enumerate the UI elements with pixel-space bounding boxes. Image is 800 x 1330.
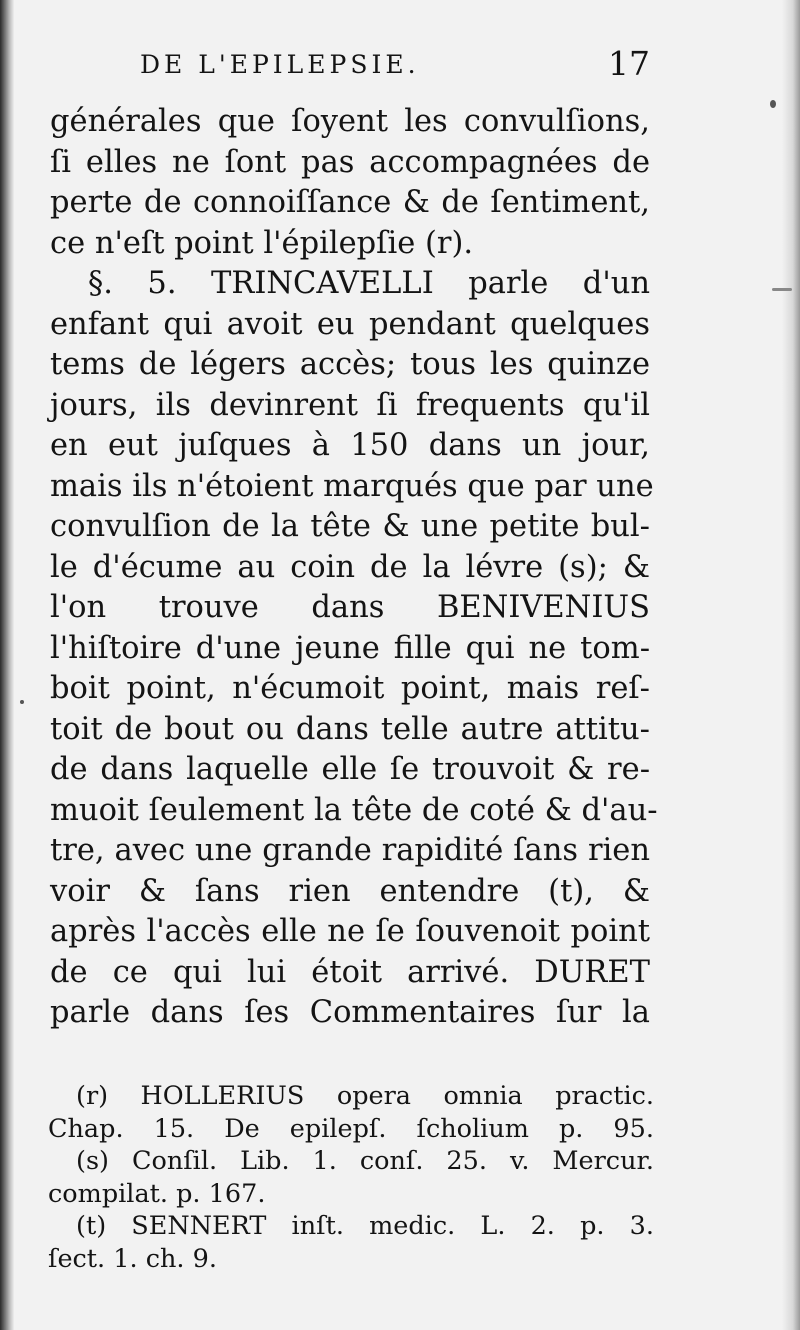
text-line: mais ils n'étoient marqués que par une xyxy=(50,468,654,504)
text-line: tre, avec une grande rapidité ſans rien xyxy=(50,833,650,868)
footnote-line: (r) HOLLERIUS opera omnia practic. xyxy=(76,1081,654,1111)
text-line: le d'écume au coin de la lévre (s); & xyxy=(50,549,650,585)
body-text xyxy=(50,102,658,1034)
page-number: 17 xyxy=(608,44,650,83)
text-line: §. 5. TRINCAVELLI parle d'un xyxy=(88,266,650,301)
ink-speck xyxy=(770,100,776,108)
footnotes xyxy=(48,1080,654,1275)
text-line: enfant qui avoit eu pendant quelques xyxy=(50,306,650,342)
page-gutter-shadow xyxy=(0,0,14,1330)
text-line: ſi elles ne ſont pas accompagnées de xyxy=(50,144,650,180)
text-line: perte de connoiſſance & de ſentiment, xyxy=(50,185,650,220)
page-header xyxy=(140,44,650,90)
footnote-line: ſect. 1. ch. 9. xyxy=(48,1243,217,1274)
text-line: boit point, n'écumoit point, mais reſ- xyxy=(50,671,650,706)
page-edge-shadow xyxy=(782,0,800,1330)
text-line: ce n'eſt point l'épilepſie (r). xyxy=(50,225,474,261)
text-line: tems de légers accès; tous les quinze xyxy=(50,347,650,382)
text-line: toit de bout ou dans telle autre attitu- xyxy=(50,711,650,747)
text-line: l'hiſtoire d'une jeune fille qui ne tom- xyxy=(50,630,650,666)
text-line: muoit ſeulement la tête de coté & d'au- xyxy=(50,792,658,828)
text-line: convulſion de la tête & une petite bul- xyxy=(50,509,650,544)
text-line: de dans laquelle elle ſe trouvoit & re- xyxy=(50,752,650,787)
ink-speck xyxy=(20,700,24,704)
footnote-line: Chap. 15. De epilepſ. ſcholium p. 95. xyxy=(48,1113,654,1144)
text-line: générales que ſoyent les convulſions, xyxy=(50,104,650,139)
text-line: jours, ils devinrent ſi frequents qu'il xyxy=(50,387,650,423)
text-line: de ce qui lui étoit arrivé. DURET xyxy=(50,954,650,990)
text-line: en eut juſques à 150 dans un jour, xyxy=(50,428,650,463)
text-line: parle dans ſes Commentaires ſur la xyxy=(50,995,650,1030)
text-line: l'on trouve dans BENIVENIUS xyxy=(50,590,650,625)
text-line: après l'accès elle ne ſe ſouvenoit point xyxy=(50,914,650,949)
footnote-line: (s) Conſil. Lib. 1. conſ. 25. v. Mercur. xyxy=(76,1146,654,1176)
footnote-line: (t) SENNERT inſt. medic. L. 2. p. 3. xyxy=(76,1211,654,1241)
margin-mark xyxy=(772,288,792,291)
running-title: DE L'EPILEPSIE. xyxy=(140,50,420,79)
text-line: voir & ſans rien entendre (t), & xyxy=(50,873,650,909)
footnote-line: compilat. p. 167. xyxy=(48,1178,266,1209)
